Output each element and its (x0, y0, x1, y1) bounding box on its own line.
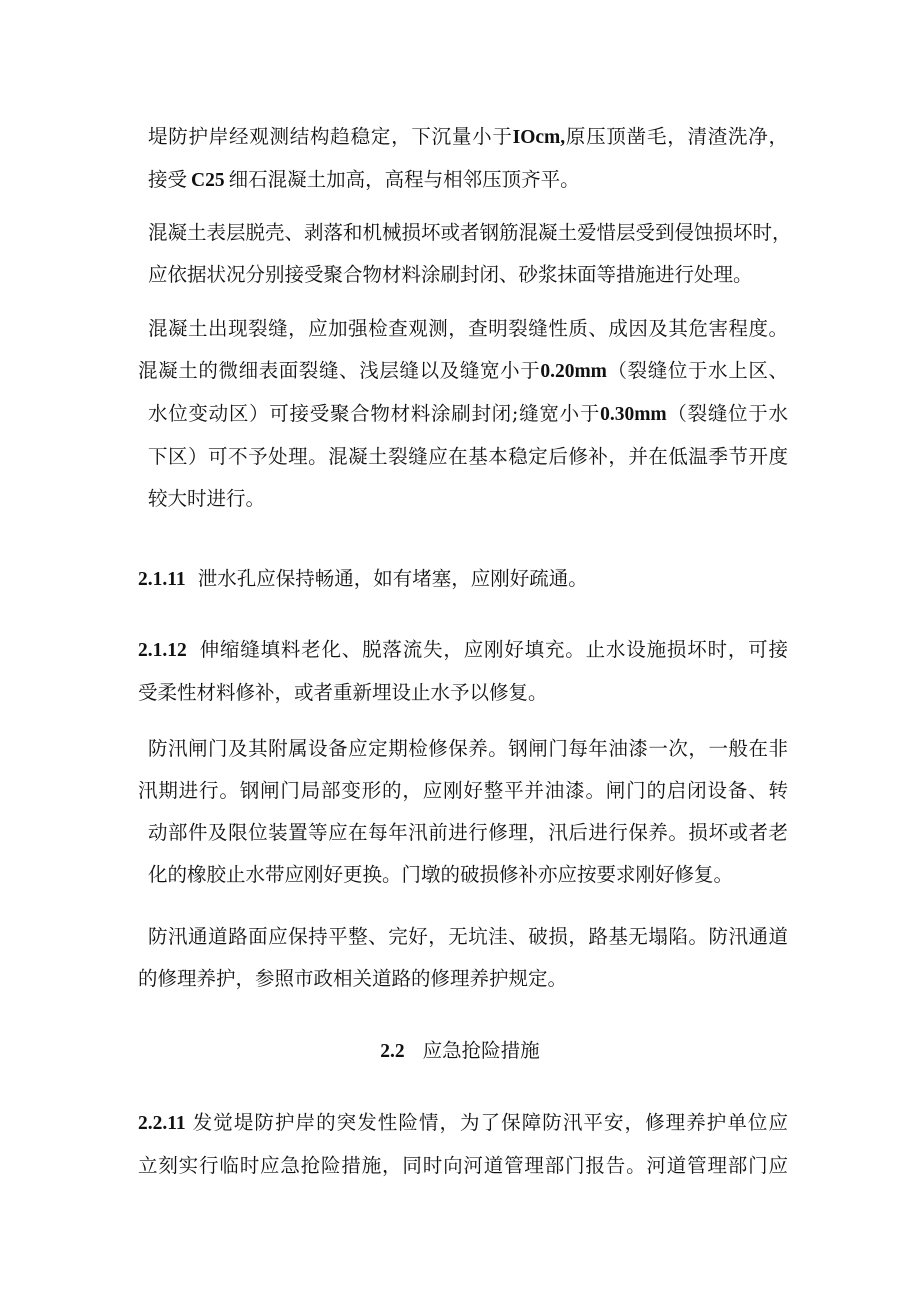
text-span: 伸缩缝填料老化、脱落流失，应刚好填充。止水设施损坏时，可接 (198, 638, 788, 661)
clause-number: 2.1.11 (138, 569, 186, 590)
text-line: 防汛闸门及其附属设备应定期检修保养。钢闸门每年油漆一次，一般在非 (148, 737, 788, 760)
text-span: 原压顶凿毛，清渣洗净， (565, 125, 788, 148)
text-line (138, 629, 788, 672)
clause-2-1-11 (138, 558, 788, 601)
text-line (138, 558, 788, 601)
text-line: 汛期进行。钢闸门局部变形的，应刚好整平并油漆。闸门的启闭设备、转 (138, 779, 788, 802)
text-line: 应依据状况分别接受聚合物材料涂刷封闭、砂浆抹面等措施进行处理。 (148, 263, 753, 286)
text-line: 受柔性材料修补，或者重新埋设止水予以修复。 (138, 681, 548, 704)
text-span: 混凝土的微细表面裂缝、浅层缝以及缝宽小于 (138, 359, 541, 382)
clause-number: 2.2.11 (138, 1113, 186, 1134)
text-span: 泄水孔应保持畅通，如有堵塞，应刚好疏通。 (197, 567, 588, 590)
text-span: 细石混凝土加高，高程与相邻压顶齐平。 (228, 168, 580, 191)
clause-2-2-11 (138, 1102, 788, 1187)
paragraph-concrete-surface-damage (138, 212, 792, 296)
text-line: 动部件及限位装置等应在每年汛前进行修理，汛后进行保养。损坏或者老 (148, 821, 788, 844)
section-number: 2.2 (380, 1041, 405, 1062)
text-line: 混凝土表层脱壳、剥落和机械损坏或者钢筋混凝土爱惜层受到侵蚀损坏时， (148, 221, 792, 244)
text-line: 较大时进行。 (148, 487, 266, 510)
paragraph-flood-roads (138, 916, 788, 1000)
paragraph-concrete-cracks (138, 308, 788, 520)
clause-number: 2.1.12 (138, 640, 187, 661)
text-span: 水位变动区）可接受聚合物材料涂刷封闭;缝宽小于 (148, 402, 601, 425)
text-span: （裂缝位于水 (666, 402, 788, 425)
text-line (138, 350, 788, 393)
paragraph-embankment-settlement (138, 116, 788, 202)
text-span: 发觉堤防护岸的突发性险情，为了保障防汛平安，修理养护单位应 (191, 1111, 788, 1134)
section-title: 应急抢险措施 (422, 1039, 540, 1062)
text-line (138, 1102, 788, 1145)
section-heading (0, 1030, 920, 1073)
text-line: 防汛通道路面应保持平整、完好，无坑洼、破损，路基无塌陷。防汛通道 (148, 925, 788, 948)
text-line (138, 393, 788, 436)
concrete-grade: C25 (191, 170, 225, 191)
text-span: 接受 (148, 168, 188, 191)
text-line: 化的橡胶止水带应刚好更换。门墩的破损修补亦应按要求刚好修复。 (148, 863, 734, 886)
text-line: 下区）可不予处理。混凝土裂缝应在基本稳定后修补，并在低温季节开度 (148, 445, 788, 468)
text-line: 立刻实行临时应急抢险措施，同时向河道管理部门报告。河道管理部门应 (138, 1154, 788, 1177)
text-line: 的修理养护，参照市政相关道路的修理养护规定。 (138, 967, 568, 990)
text-line (138, 116, 788, 159)
text-line: 混凝土出现裂缝，应加强检查观测，查明裂缝性质、成因及其危害程度。 (148, 317, 788, 340)
measurement-value: IOcm, (512, 127, 566, 148)
measurement-value: 0.20mm (540, 361, 607, 382)
text-span: （裂缝位于水上区、 (606, 359, 788, 382)
paragraph-flood-gates (138, 728, 788, 896)
clause-2-1-12 (138, 629, 788, 714)
measurement-value: 0.30mm (600, 404, 667, 425)
text-line (138, 159, 788, 202)
text-span: 堤防护岸经观测结构趋稳定，下沉量小于 (148, 125, 513, 148)
